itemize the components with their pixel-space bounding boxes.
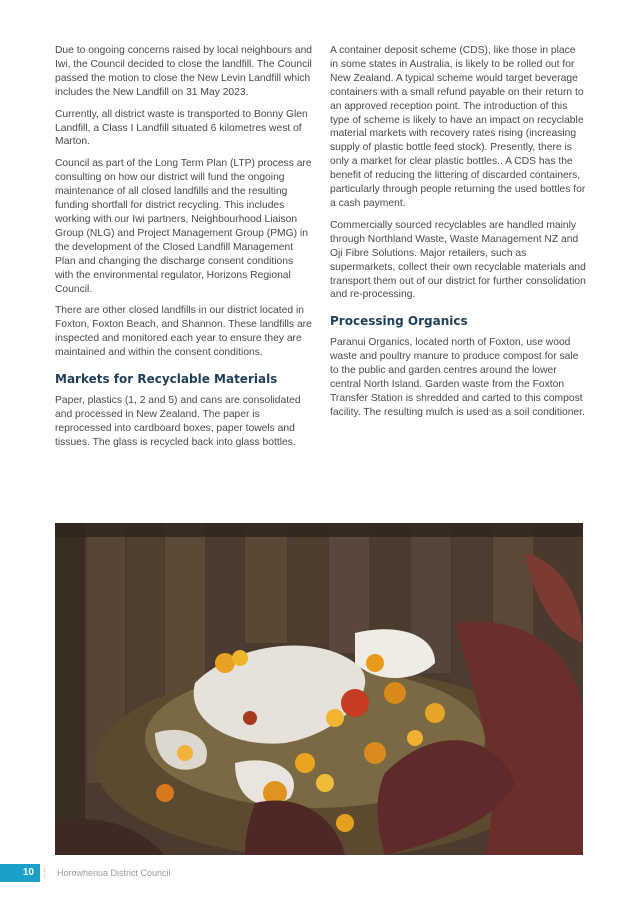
- paragraph-commercial-recyclables: Commercially sourced recyclables are handled mainly through Northland Waste, Waste Management NZ and Oji Fibre Solutions. Major retailers, such as supermarkets, collect their own recyclable materials and transport them out of our district for further consolidation and re-processing.: [330, 219, 586, 301]
- footer-organisation: Horowhenua District Council: [57, 868, 171, 878]
- footer-divider: [44, 868, 51, 878]
- left-column: [55, 44, 313, 458]
- page-footer: [0, 864, 637, 882]
- paragraph-container-deposit: A container deposit scheme (CDS), like those in place in some states in Australia, is likely to be rolled out for New Zealand. A typical scheme would target beverage containers with a small refund payable on their return to an approved reception point. The introduction of this type of scheme is likely to have an impact on recyclable material markets with recovery rates rising (increasing supply of plastic bottle feed stock). Presently, there is only a market for clear plastic bottles.. A CDS has the benefit of reducing the littering of discarded containers, particularly through people returning the used bottles for a cash payment.: [330, 45, 586, 209]
- compost-bin-photo: [55, 523, 583, 855]
- paragraph-bonny-glen: Currently, all district waste is transported to Bonny Glen Landfill, a Class I Landfill situated 6 kilometres west of Marton.: [55, 108, 308, 148]
- right-column: [330, 44, 586, 428]
- paragraph-landfill-closure: Due to ongoing concerns raised by local neighbours and Iwi, the Council decided to close the landfill. The Council passed the motion to close the New Levin Landfill which includes the New Landfill on 31 May 2023.: [55, 45, 313, 98]
- page-number: 10: [0, 864, 40, 882]
- paragraph-ltp-consultation: Council as part of the Long Term Plan (LTP) process are consulting on how our district will fund the ongoing maintenance of all closed landfills and the resulting funding shortfall for district recycling. This includes working with our Iwi partners, Neighbourhood Liaison Group (NLG) and Project Management Group (PMG) in the development of the Closed Landfill Management Plan and changing the discharge consent conditions with the environmental regulator, Horizons Regional Council.: [55, 158, 312, 295]
- paragraph-paranui-organics: Paranui Organics, located north of Foxton, use wood waste and poultry manure to produce compost for sale to the public and garden centres around the lower central North Island. Garden waste from the Foxton Transfer Station is shredded and carted to this compost facility. The resulting mulch is used as a soil conditioner.: [330, 337, 585, 418]
- paragraph-markets: Paper, plastics (1, 2 and 5) and cans are consolidated and processed in New Zealand. The paper is reprocessed into cardboard boxes, paper towels and tissues. The glass is recycled back into glass bottles.: [55, 395, 301, 448]
- compost-illustration: [55, 523, 583, 855]
- paragraph-closed-landfills: There are other closed landfills in our district located in Foxton, Foxton Beach, and Shannon. These landfills are inspected and monitored each year to ensure they are maintained and within the consent conditions.: [55, 305, 312, 359]
- heading-markets-recyclable: Markets for Recyclable Materials: [55, 372, 278, 387]
- heading-processing-organics: Processing Organics: [330, 314, 468, 329]
